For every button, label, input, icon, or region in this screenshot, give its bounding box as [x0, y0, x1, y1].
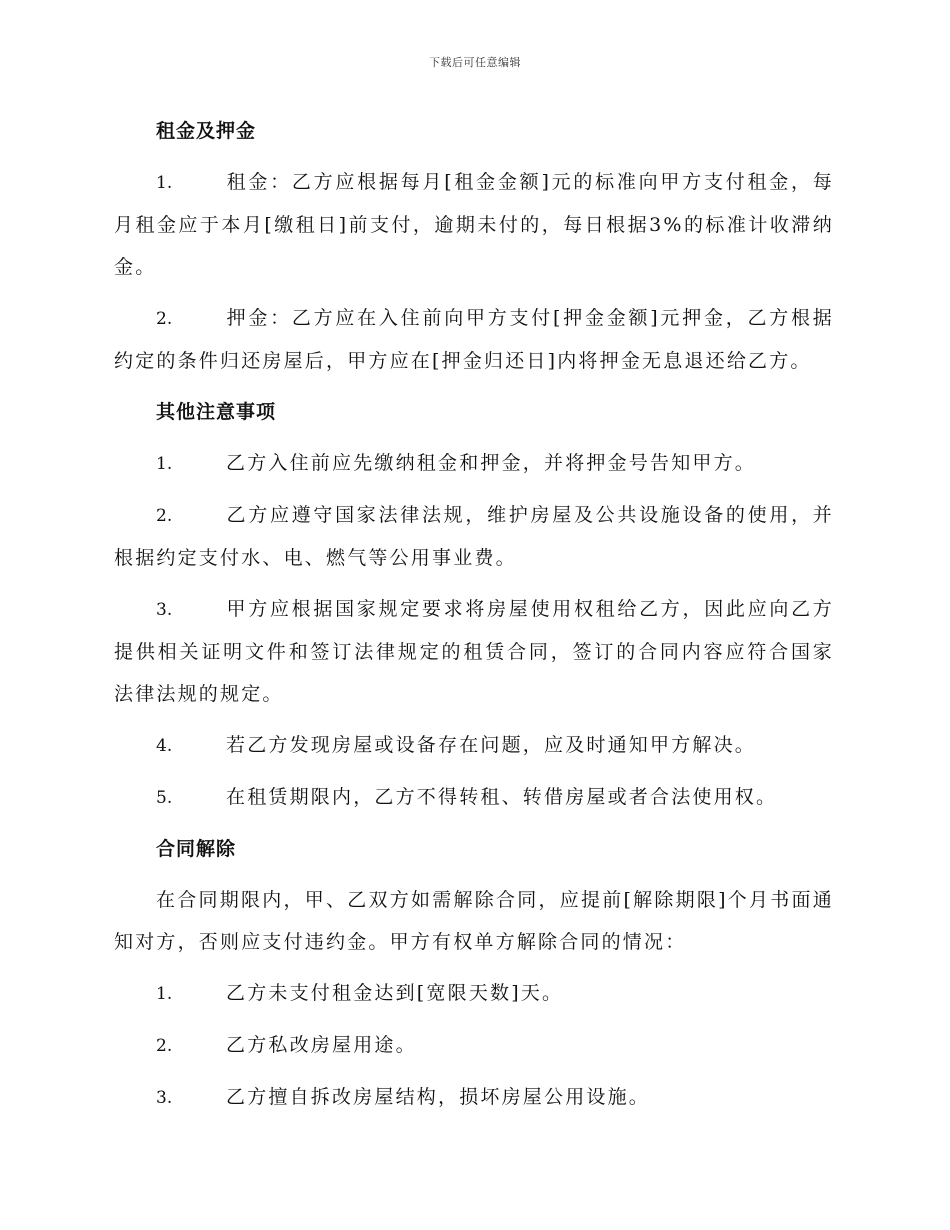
list-item-text: 乙方入住前应先缴纳租金和押金，并将押金号告知甲方。 [226, 452, 757, 474]
document-body [114, 110, 834, 1128]
list-item-number: 2. [156, 309, 173, 329]
list-item-number: 5. [156, 788, 173, 808]
list-item-number: 1. [156, 173, 173, 193]
list-item-text: 租金：乙方应根据每月[租金金额]元的标准向甲方支付租金，每月租金应于本月[缴租日]前支付，逾期未付的，每日根据3%的标准计收滞纳金。 [114, 171, 834, 278]
list-item-number: 2. [156, 506, 173, 526]
list-item-text: 在租赁期限内，乙方不得转租、转借房屋或者合法使用权。 [226, 786, 778, 808]
section-title-rent: 租金及押金 [156, 120, 257, 142]
section-title-termination: 合同解除 [156, 838, 237, 860]
list-item-text: 乙方擅自拆改房屋结构，损坏房屋公用设施。 [226, 1086, 651, 1108]
list-item [114, 1024, 834, 1067]
list-item [114, 588, 834, 715]
list-item-text: 若乙方发现房屋或设备存在问题，应及时通知甲方解决。 [226, 734, 757, 756]
list-item [114, 724, 834, 767]
list-item-number: 1. [156, 984, 173, 1004]
list-item [114, 442, 834, 485]
list-item-number: 3. [156, 1088, 173, 1108]
list-item-text: 乙方未支付租金达到[宽限天数]天。 [226, 982, 564, 1004]
list-item [114, 1076, 834, 1119]
list-item-text: 押金：乙方应在入住前向甲方支付[押金金额]元押金，乙方根据约定的条件归还房屋后，甲方应在[押金归还日]内将押金无息退还给乙方。 [114, 307, 834, 372]
list-item-text: 乙方应遵守国家法律法规，维护房屋及公共设施设备的使用，并根据约定支付水、电、燃气等公用事业费。 [114, 504, 834, 569]
list-item-number: 2. [156, 1036, 173, 1056]
list-item [114, 972, 834, 1015]
list-item [114, 494, 834, 579]
list-item-number: 4. [156, 736, 173, 756]
termination-intro: 在合同期限内，甲、乙双方如需解除合同，应提前[解除期限]个月书面通知对方，否则应支付违约金。甲方有权单方解除合同的情况： [114, 889, 834, 953]
list-item-number: 1. [156, 454, 173, 474]
list-item-text: 甲方应根据国家规定要求将房屋使用权租给乙方，因此应向乙方提供相关证明文件和签订法律规定的租赁合同，签订的合同内容应符合国家法律法规的规定。 [114, 598, 834, 705]
list-item-text: 乙方私改房屋用途。 [226, 1034, 417, 1056]
page-header: 下载后可任意编辑 [429, 56, 521, 69]
list-item [114, 297, 834, 382]
list-item [114, 161, 834, 288]
list-item [114, 776, 834, 819]
list-item-number: 3. [156, 600, 173, 620]
section-title-notes: 其他注意事项 [156, 401, 277, 423]
